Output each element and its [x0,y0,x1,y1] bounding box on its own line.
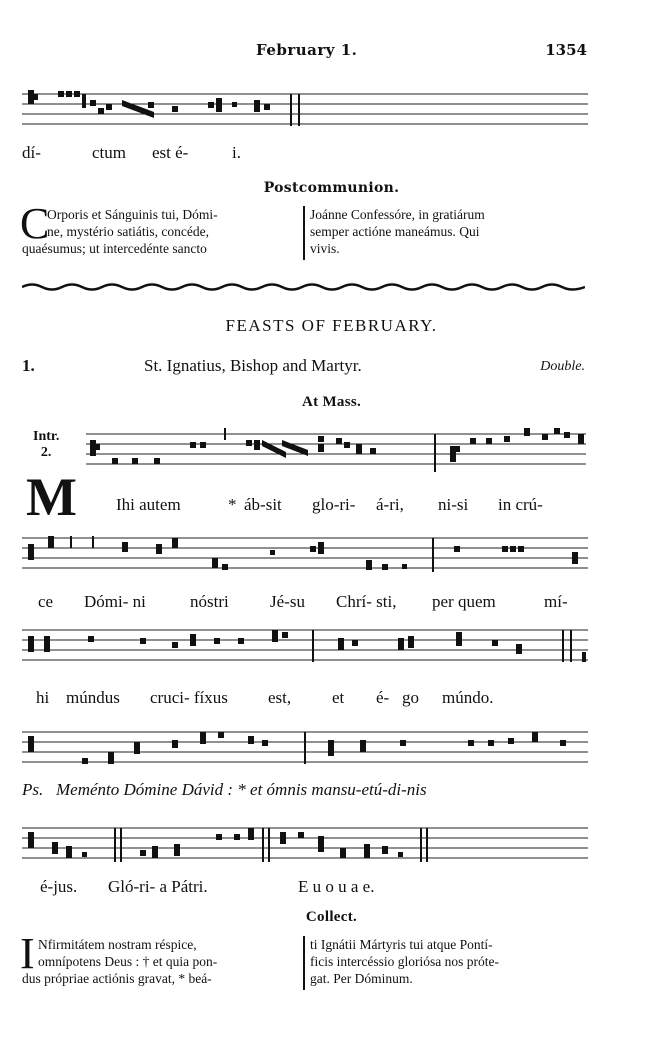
postcommunion-left-col [47,206,297,240]
text-line: gat. Per Dóminum. [310,971,413,986]
drop-cap-c: C [20,199,50,248]
syllable: per quem [432,592,496,611]
syllable: glo-ri- [312,495,356,514]
postcommunion-right-col [310,206,586,257]
postcommunion-left-col-cont [22,240,298,257]
psalm-text: Meménto Dómine Dávid : * et ómnis mansu-etú-di-nis [56,780,427,799]
syllable: * [228,495,237,514]
page-number: 1354 [545,41,587,59]
feast-number: 1. [22,356,35,375]
chant-staff-5 [22,724,588,772]
syllable: nóstri [190,592,229,611]
chant-staff-3 [22,530,588,580]
syllable: ni-si [438,495,469,514]
chant-staff-4 [22,622,588,670]
collect-left-col-cont [22,970,298,987]
doxology: Gló-ri- a Pátri. [108,877,208,896]
syllable: go [402,688,419,707]
syllable: est, [268,688,292,707]
syllable: Dómi- ni [84,592,146,611]
syllable: Ihi autem [116,495,181,514]
syllable: múndo. [442,688,494,707]
syllable: in crú- [498,495,543,514]
syllable: Chrí- sti, [336,592,397,611]
collect-right-col [310,936,586,987]
syllable: est é- [152,143,189,162]
feast-name: St. Ignatius, Bishop and Martyr. [144,356,362,375]
column-divider [303,936,305,990]
text-line: Orporis et Sánguinis tui, Dómi- [47,207,218,222]
syllable: ctum [92,143,126,162]
psalm-label: Ps. [22,780,44,799]
feasts-heading: FEASTS OF FEBRUARY. [225,316,438,335]
text-line: omnípotens Deus : † et quia pon- [38,954,218,969]
postcommunion-heading: Postcommunion. [263,180,400,196]
introit-label [33,429,59,461]
text-line: vivis. [310,241,340,256]
syllable: Jé-su [270,592,305,611]
syllable: é-jus. [40,877,78,896]
introit-label-line: 2. [40,445,52,460]
euouae: E u o u a e. [298,877,375,896]
syllable: dí- [22,143,41,162]
drop-cap-m: M [26,467,77,527]
syllable: áb-sit [244,495,282,514]
collect-left-col [38,936,298,970]
syllable: ce [38,592,54,611]
text-line: semper actióne maneámus. Qui [310,224,480,239]
text-line: Joánne Confessóre, in gratiárum [310,207,485,222]
syllable: i. [232,143,241,162]
introit-label-line: Intr. [33,429,60,444]
chant-staff-6 [22,820,588,868]
syllable: hi [36,688,50,707]
text-line: Nfirmitátem nostram réspice, [38,937,197,952]
column-divider [303,206,305,260]
feast-rank: Double. [540,359,585,374]
syllable: mí- [544,592,568,611]
ornamental-rule [22,282,585,292]
running-header-title: February 1. [256,41,358,59]
text-line: ne, mystério satiátis, concéde, [47,224,209,239]
syllable: múndus [66,688,120,707]
at-mass-heading: At Mass. [301,394,362,410]
text-line: ficis intercéssio gloriósa nos próte- [310,954,499,969]
drop-cap-i: I [20,929,35,978]
syllable: á-ri, [376,495,404,514]
syllable: et [332,688,345,707]
collect-heading: Collect. [305,909,358,925]
text-line: quaésumus; ut intercedénte sancto [22,241,207,256]
chant-staff-2 [86,424,586,476]
chant-staff-1 [22,86,588,134]
text-line: dus própriae actiónis gravat, * beá- [22,971,212,986]
syllable: é- [376,688,390,707]
text-line: ti Ignátii Mártyris tui atque Pontí- [310,937,493,952]
syllable: cruci- fíxus [150,688,228,707]
